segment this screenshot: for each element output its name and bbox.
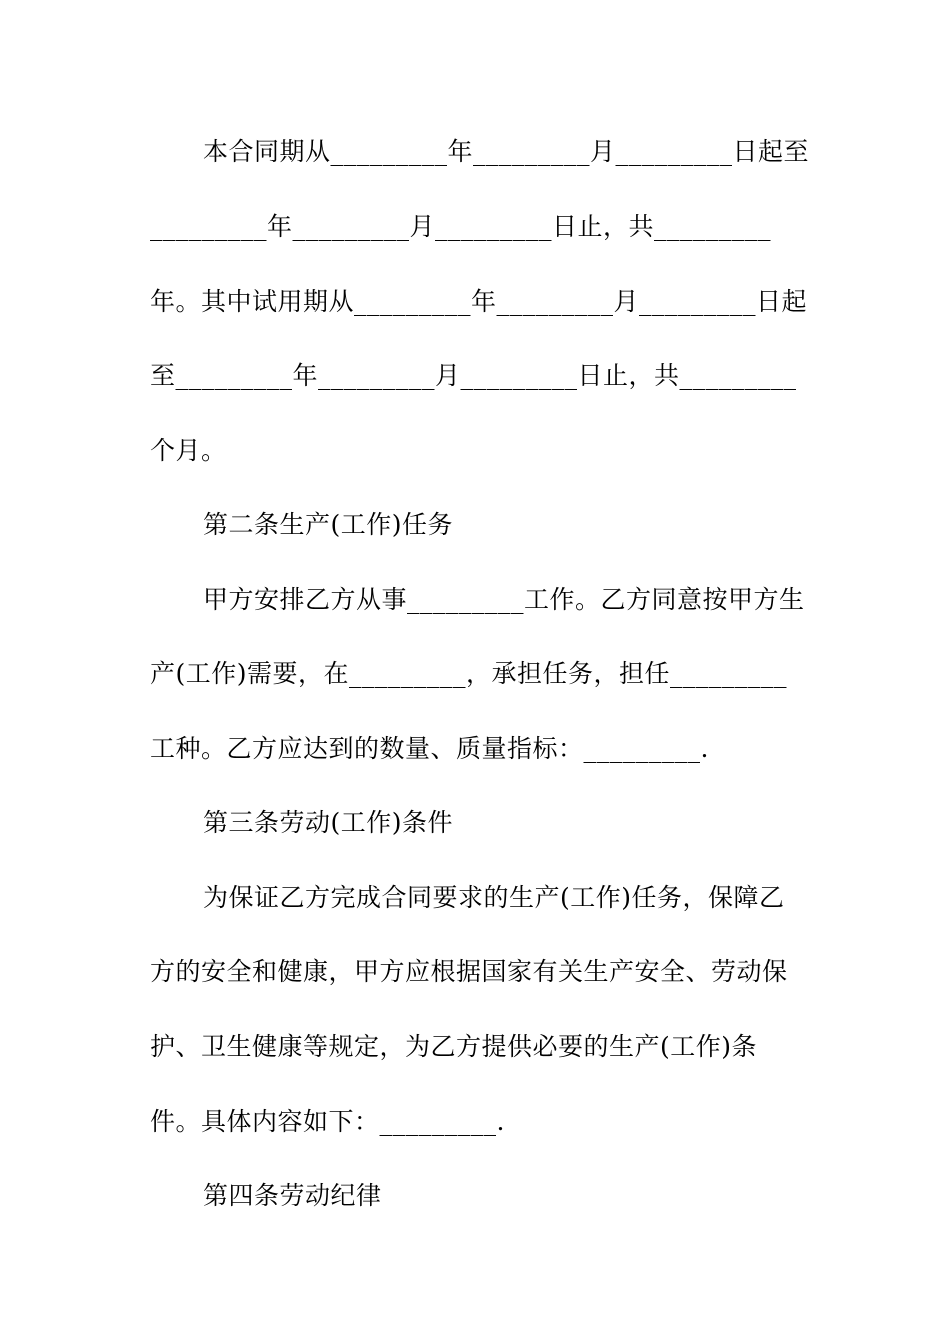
contract-term-line-5: 个月。 [150,436,227,465]
contract-term-line-4: 至_________年_________月_________日止，共_________ [150,361,797,390]
article-2-line-2: 产(工作)需要，在_________，承担任务，担任_________ [150,659,788,688]
section-heading-article-3: 第三条劳动(工作)条件 [203,808,454,837]
article-3-line-3: 护、卫生健康等规定，为乙方提供必要的生产(工作)条 [150,1032,758,1061]
contract-term-line-2: _________年_________月_________日止，共_________ [150,212,772,241]
contract-term-line-1: 本合同期从_________年_________月_________日起至 [203,137,810,166]
article-3-line-1: 为保证乙方完成合同要求的生产(工作)任务，保障乙 [203,883,785,912]
article-2-line-3: 工种。乙方应达到的数量、质量指标：_________. [150,734,709,763]
section-heading-article-4: 第四条劳动纪律 [203,1181,382,1210]
article-3-line-4: 件。具体内容如下：_________. [150,1107,505,1136]
article-2-line-1: 甲方安排乙方从事_________工作。乙方同意按甲方生 [203,585,805,614]
section-heading-article-2: 第二条生产(工作)任务 [203,510,454,539]
article-3-line-2: 方的安全和健康，甲方应根据国家有关生产安全、劳动保 [150,957,788,986]
contract-term-line-3: 年。其中试用期从_________年_________月_________日起 [150,287,808,316]
